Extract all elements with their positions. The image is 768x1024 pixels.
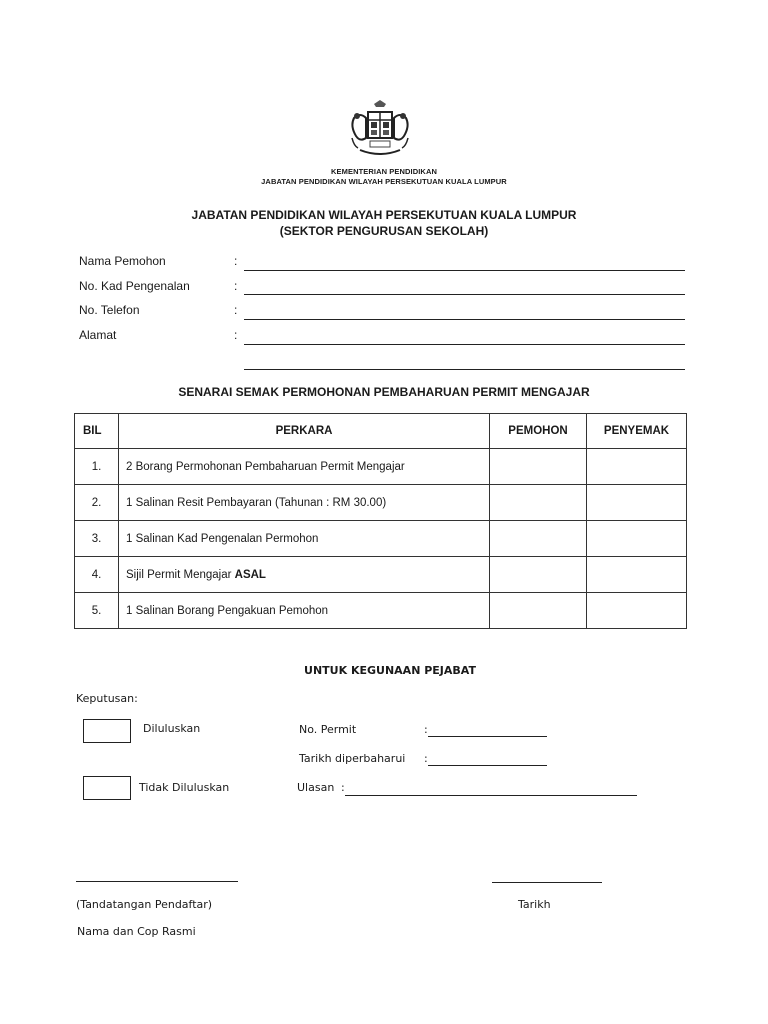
table-header-row	[75, 414, 687, 449]
checker-check-cell[interactable]	[587, 449, 687, 485]
not-approved-label: Tidak Diluluskan	[139, 781, 230, 794]
ic-number-label: No. Kad Pengenalan	[79, 279, 190, 293]
date-label: Tarikh	[518, 898, 551, 911]
applicant-check-cell[interactable]	[490, 449, 587, 485]
remarks-colon: :	[341, 781, 345, 794]
name-stamp-label: Nama dan Cop Rasmi	[77, 925, 196, 938]
address-field-line2[interactable]	[244, 369, 685, 370]
row-item	[119, 557, 490, 593]
checker-check-cell[interactable]	[587, 521, 687, 557]
row-number: 3.	[75, 521, 119, 557]
phone-field[interactable]	[244, 319, 685, 320]
row-number: 2.	[75, 485, 119, 521]
remarks-field[interactable]	[345, 795, 637, 796]
row-item: 2 Borang Permohonan Pembaharuan Permit Mengajar	[119, 449, 490, 485]
applicant-check-cell[interactable]	[490, 485, 587, 521]
row-item-emphasis: ASAL	[234, 568, 266, 581]
date-line[interactable]	[492, 882, 602, 883]
row-item: 1 Salinan Kad Pengenalan Permohon	[119, 521, 490, 557]
permit-number-field[interactable]	[428, 736, 547, 737]
table-row	[75, 557, 687, 593]
table-row	[75, 521, 687, 557]
form-title-line1: JABATAN PENDIDIKAN WILAYAH PERSEKUTUAN KUALA LUMPUR	[191, 208, 577, 222]
applicant-check-cell[interactable]	[490, 593, 587, 629]
checker-check-cell[interactable]	[587, 485, 687, 521]
table-row	[75, 593, 687, 629]
column-header-perkara: PERKARA	[119, 414, 490, 449]
not-approved-checkbox[interactable]	[83, 776, 131, 800]
approved-checkbox[interactable]	[83, 719, 131, 743]
row-item: 1 Salinan Borang Pengakuan Pemohon	[119, 593, 490, 629]
renewal-date-field[interactable]	[428, 765, 547, 766]
signature-line[interactable]	[76, 881, 238, 882]
ic-number-colon: :	[234, 279, 238, 293]
ministry-name: KEMENTERIAN PENDIDIKAN	[331, 167, 437, 176]
column-header-pemohon: PEMOHON	[490, 414, 587, 449]
column-header-bil: BIL	[75, 414, 119, 449]
table-row	[75, 485, 687, 521]
address-label: Alamat	[79, 328, 117, 342]
decision-label: Keputusan:	[76, 692, 138, 705]
address-field-line1[interactable]	[244, 344, 685, 345]
ic-number-field[interactable]	[244, 294, 685, 295]
renewal-date-colon: :	[424, 752, 428, 765]
row-number: 5.	[75, 593, 119, 629]
checklist-table	[74, 413, 687, 629]
row-item-text: Sijil Permit Mengajar	[126, 568, 235, 581]
row-number: 1.	[75, 449, 119, 485]
checker-check-cell[interactable]	[587, 593, 687, 629]
phone-colon: :	[234, 303, 238, 317]
applicant-name-field[interactable]	[244, 270, 685, 271]
applicant-name-colon: :	[234, 254, 238, 268]
approved-label: Diluluskan	[143, 722, 201, 735]
applicant-name-label: Nama Pemohon	[79, 254, 166, 268]
department-name: JABATAN PENDIDIKAN WILAYAH PERSEKUTUAN KUALA LUMPUR	[261, 177, 507, 186]
table-row	[75, 449, 687, 485]
column-header-penyemak: PENYEMAK	[587, 414, 687, 449]
registrar-signature-label: (Tandatangan Pendaftar)	[76, 898, 213, 911]
permit-number-colon: :	[424, 723, 428, 736]
row-item: 1 Salinan Resit Pembayaran (Tahunan : RM 30.00)	[119, 485, 490, 521]
row-number: 4.	[75, 557, 119, 593]
applicant-check-cell[interactable]	[490, 521, 587, 557]
office-use-title: UNTUK KEGUNAAN PEJABAT	[304, 664, 476, 677]
permit-number-label: No. Permit	[299, 723, 357, 736]
remarks-label: Ulasan	[297, 781, 335, 794]
phone-label: No. Telefon	[79, 303, 140, 317]
applicant-check-cell[interactable]	[490, 557, 587, 593]
form-title-line2: (SEKTOR PENGURUSAN SEKOLAH)	[279, 224, 489, 238]
coat-of-arms-logo	[344, 98, 416, 162]
checker-check-cell[interactable]	[587, 557, 687, 593]
address-colon: :	[234, 328, 238, 342]
renewal-date-label: Tarikh diperbaharui	[299, 752, 406, 765]
checklist-title: SENARAI SEMAK PERMOHONAN PEMBAHARUAN PERMIT MENGAJAR	[178, 385, 590, 399]
